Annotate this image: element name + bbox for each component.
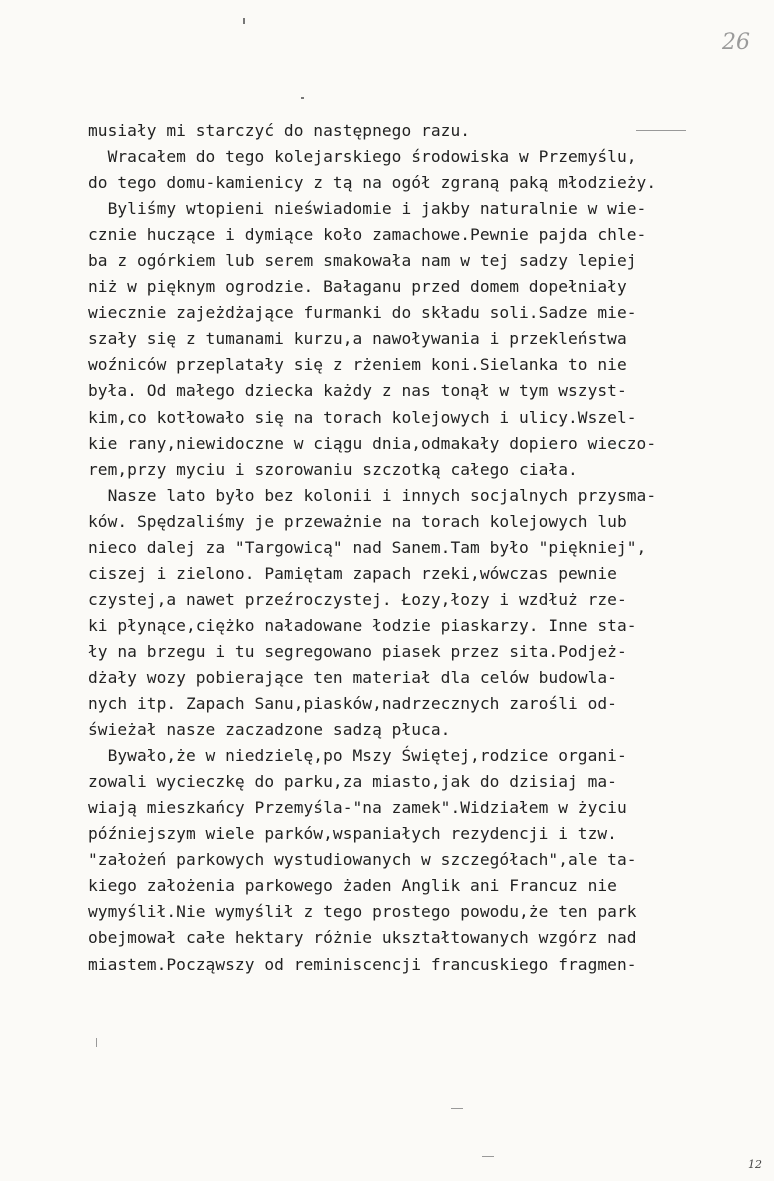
text-line: kiego założenia parkowego żaden Anglik ani Francuz nie: [88, 876, 617, 896]
text-line: ki płynące,ciężko naładowane łodzie piaskarzy. Inne sta-: [88, 615, 637, 635]
mark-bottom-2: [482, 1156, 494, 1157]
text-line: nych itp. Zapach Sanu,piasków,nadrzecznych zarośli od-: [88, 694, 617, 714]
text-line: ły na brzegu i tu segregowano piasek przez sita.Podjeż-: [88, 641, 627, 661]
text-line: świeżał nasze zaczadzone sadzą płuca.: [88, 720, 451, 740]
text-line: kim,co kotłowało się na torach kolejowych i ulicy.Wszel-: [88, 407, 637, 427]
text-line: obejmował całe hektary różnie ukształtowanych wzgórz nad: [88, 928, 637, 948]
text-line: musiały mi starczyć do następnego razu.: [88, 121, 471, 140]
text-line: niż w pięknym ogrodzie. Bałaganu przed domem dopełniały: [88, 277, 627, 297]
text-line: kie rany,niewidoczne w ciągu dnia,odmakały dopiero wieczo-: [88, 433, 657, 453]
mark-top-1: [243, 18, 245, 24]
text-line: woźniców przeplatały się z rżeniem koni.Sielanka to nie: [88, 355, 627, 375]
text-line: ciszej i zielono. Pamiętam zapach rzeki,wówczas pewnie: [88, 563, 617, 583]
text-line: rem,przy myciu i szorowaniu szczotką całego ciała.: [88, 459, 578, 479]
mark-top-2: [301, 97, 304, 99]
text-line: ków. Spędzaliśmy je przeważnie na torach kolejowych lub: [88, 511, 627, 531]
text-line: ba z ogórkiem lub serem smakowała nam w tej sadzy lepiej: [88, 251, 637, 271]
text-line: nieco dalej za "Targowicą" nad Sanem.Tam było "piękniej",: [88, 537, 647, 557]
text-line: czystej,a nawet przeźroczystej. Łozy,łozy i wzdłuż rze-: [88, 589, 627, 609]
text-line: Byliśmy wtopieni nieświadomie i jakby naturalnie w wie-: [88, 199, 647, 219]
corner-mark: 12: [748, 1158, 762, 1171]
text-line: dżały wozy pobierające ten materiał dla celów budowla-: [88, 667, 617, 687]
text-line: "założeń parkowych wystudiowanych w szczegółach",ale ta-: [88, 850, 637, 870]
handwritten-page-number: 26: [722, 30, 750, 55]
text-line: późniejszym wiele parków,wspaniałych rezydencji i tzw.: [88, 824, 617, 844]
typewritten-body-text: [88, 118, 728, 978]
text-line: szały się z tumanami kurzu,a nawoływania i przekleństwa: [88, 329, 627, 349]
text-line: Bywało,że w niedzielę,po Mszy Świętej,rodzice organi-: [88, 746, 627, 766]
text-line: była. Od małego dziecka każdy z nas tonął w tym wszyst-: [88, 381, 627, 401]
text-line: zowali wycieczkę do parku,za miasto,jak do dzisiaj ma-: [88, 772, 617, 792]
text-line: Nasze lato było bez kolonii i innych socjalnych przysma-: [88, 485, 657, 505]
mark-bottom-1: [451, 1108, 463, 1109]
text-line: miastem.Począwszy od reminiscencji francuskiego fragmen-: [88, 954, 637, 974]
text-line: wymyślił.Nie wymyślił z tego prostego powodu,że ten park: [88, 902, 637, 922]
text-line: Wracałem do tego kolejarskiego środowiska w Przemyślu,: [88, 147, 637, 167]
text-line: do tego domu-kamienicy z tą na ogół zgraną paką młodzieży.: [88, 173, 657, 193]
mark-left-1: [96, 1038, 97, 1047]
text-line: wiają mieszkańcy Przemyśla-"na zamek".Widziałem w życiu: [88, 798, 627, 818]
text-line: cznie huczące i dymiące koło zamachowe.Pewnie pajda chle-: [88, 225, 647, 245]
text-line: wiecznie zajeżdżające furmanki do składu soli.Sadze mie-: [88, 303, 637, 323]
